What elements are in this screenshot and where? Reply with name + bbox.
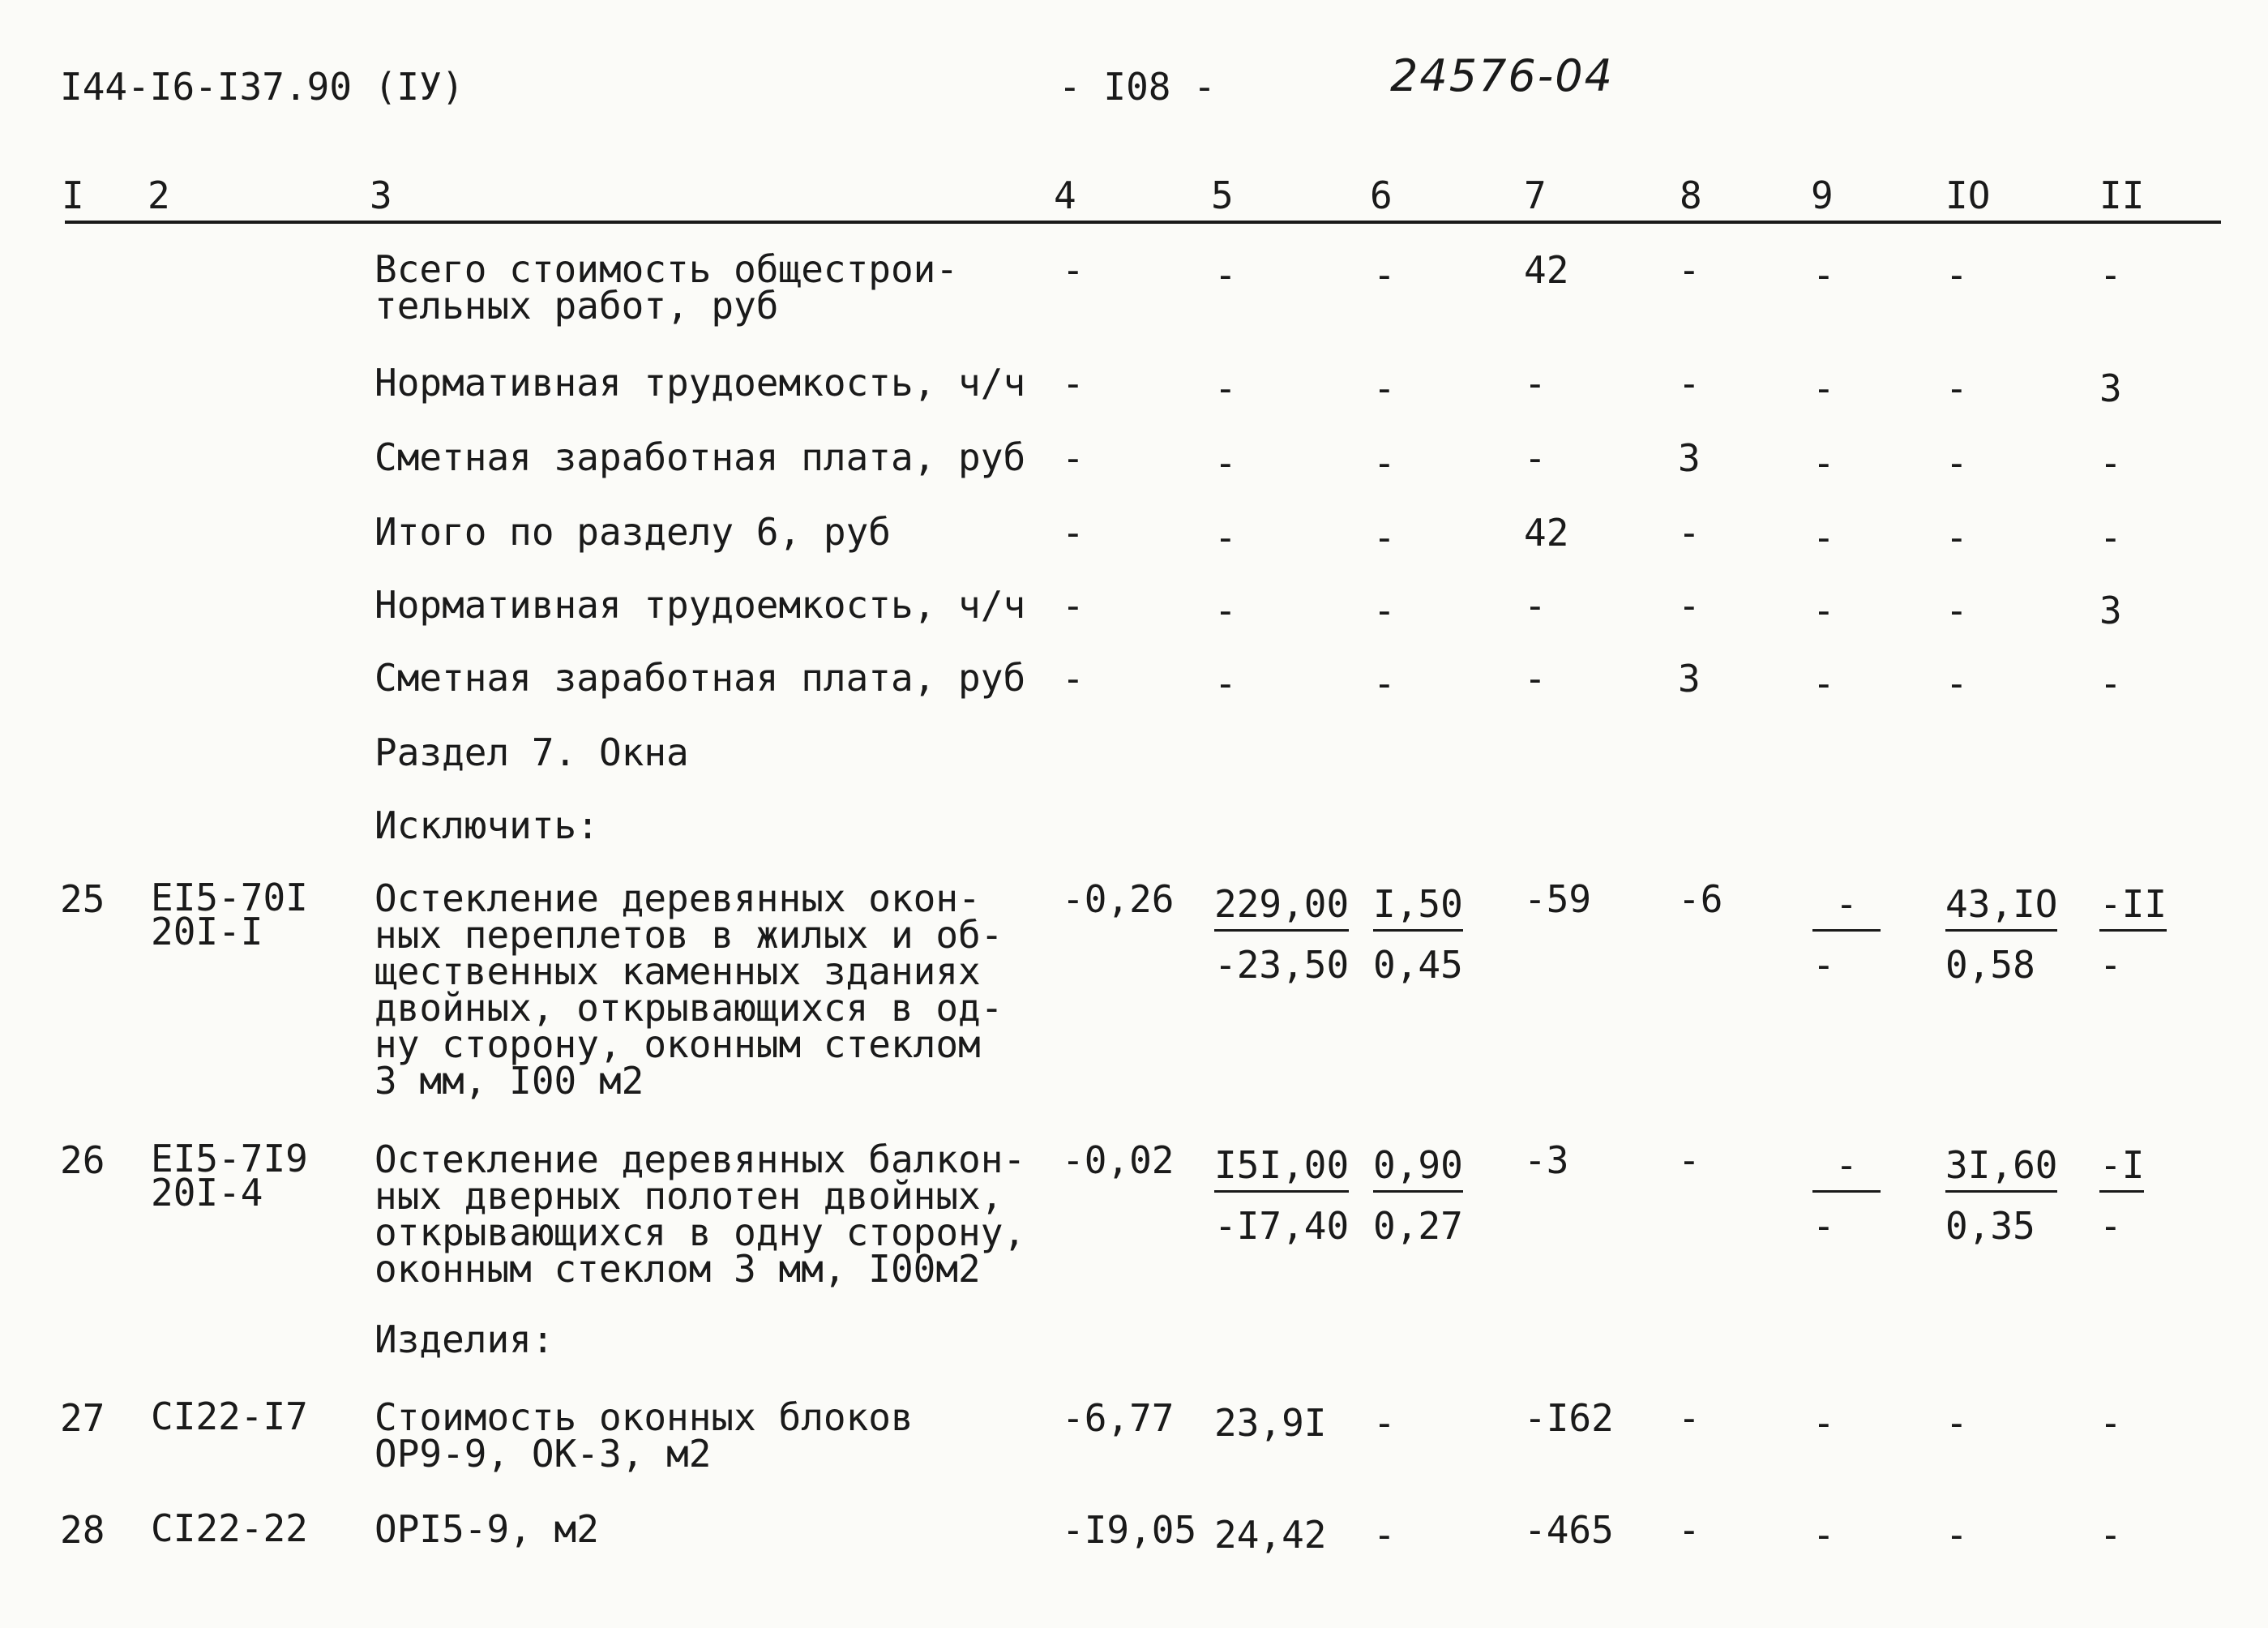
price-code-line: CI22-I7 <box>151 1395 308 1438</box>
cell-col-6-top: - <box>1373 366 1396 410</box>
handwritten-number: 24576-04 <box>1390 50 1614 101</box>
column-header-6: 6 <box>1370 174 1393 217</box>
description-line: щественных каменных зданиях <box>374 949 981 993</box>
cell-col-8: 3 <box>1678 657 1701 700</box>
cell-col-9-top: - <box>1812 441 1835 485</box>
row-number: 25 <box>60 877 105 921</box>
cell-col-10-top: - <box>1945 516 1968 559</box>
cell-col-6 <box>1373 365 1396 449</box>
cell-col-10-top: - <box>1945 662 1968 705</box>
page-number: - I08 - <box>1059 65 1216 109</box>
column-header-7: 7 <box>1524 174 1547 217</box>
description-line: Итого по разделу 6, руб <box>374 510 891 554</box>
cell-col-11 <box>2099 439 2122 524</box>
cell-col-9-bottom: - <box>1812 1204 1835 1248</box>
cell-col-5-top: - <box>1214 366 1237 410</box>
row-number: 26 <box>60 1138 105 1182</box>
cell-col-6 <box>1373 514 1396 598</box>
description-line: Всего стоимость общестрои- <box>374 247 959 291</box>
cell-col-10 <box>1945 587 1968 671</box>
description-line: Раздел 7. Окна <box>374 730 689 774</box>
description-line: Нормативная трудоемкость, ч/ч <box>374 583 1026 627</box>
cell-col-6-top: 0,90 <box>1373 1142 1463 1193</box>
row-description <box>374 247 959 328</box>
cell-col-5-top: - <box>1214 253 1237 297</box>
cell-col-11-bottom: - <box>2099 1204 2122 1248</box>
cell-col-9-top: - <box>1812 1401 1835 1445</box>
cell-col-6 <box>1373 880 1463 988</box>
cell-col-11 <box>2099 514 2122 598</box>
cell-col-4: - <box>1062 511 1085 555</box>
cell-col-6-top: I,50 <box>1373 880 1463 932</box>
column-header-10: IO <box>1945 174 1991 217</box>
cell-col-6-top: - <box>1373 253 1396 297</box>
cell-col-7: - <box>1524 657 1547 700</box>
cell-col-11 <box>2099 1142 2144 1249</box>
cell-col-11 <box>2099 251 2122 336</box>
cell-col-5-top: - <box>1214 589 1237 632</box>
cell-col-11-bottom: - <box>2099 943 2122 987</box>
cell-col-4: - <box>1062 584 1085 628</box>
cell-col-4: - <box>1062 248 1085 292</box>
price-code <box>151 1395 308 1438</box>
price-code-line: EI5-7I9 <box>151 1137 308 1180</box>
cell-col-5-top: 24,42 <box>1214 1513 1327 1557</box>
cell-col-7: -3 <box>1524 1138 1569 1182</box>
description-line: Изделия: <box>374 1317 554 1361</box>
document-code: I44-I6-I37.90 (IУ) <box>60 65 464 109</box>
cell-col-5-top: 229,00 <box>1214 880 1349 932</box>
cell-col-10-top: 3I,60 <box>1945 1142 2057 1193</box>
cell-col-6-top: - <box>1373 662 1396 705</box>
price-code <box>151 1506 308 1550</box>
cell-col-6 <box>1373 660 1396 744</box>
description-line: ных переплетов в жилых и об- <box>374 913 1003 957</box>
cell-col-4: - <box>1062 657 1085 700</box>
cell-col-6 <box>1373 1142 1463 1249</box>
cell-col-8: -6 <box>1678 877 1723 921</box>
description-line: Стоимость оконных блоков <box>374 1395 914 1439</box>
price-code-line: CI22-22 <box>151 1506 308 1550</box>
description-line: Сметная заработная плата, руб <box>374 435 1026 479</box>
cell-col-11-top: - <box>2099 516 2122 559</box>
cell-col-4: -0,02 <box>1062 1138 1175 1182</box>
row-number: 27 <box>60 1396 105 1440</box>
cell-col-5-top: I5I,00 <box>1214 1142 1349 1193</box>
description-line: открывающихся в одну сторону, <box>374 1210 1026 1254</box>
cell-col-10 <box>1945 514 1968 598</box>
cell-col-6-top: - <box>1373 1401 1396 1445</box>
cell-col-6 <box>1373 251 1396 336</box>
cell-col-8: - <box>1678 1138 1701 1182</box>
description-line: ОРI5-9, м2 <box>374 1507 599 1551</box>
cell-col-5-top: - <box>1214 516 1237 559</box>
cell-col-9 <box>1812 514 1835 598</box>
price-code-line: 20I-I <box>151 910 263 953</box>
cell-col-11 <box>2099 1511 2122 1596</box>
column-header-1: I <box>62 174 84 217</box>
row-description <box>374 1507 599 1551</box>
cell-col-9 <box>1812 251 1835 336</box>
cell-col-10 <box>1945 251 1968 336</box>
cell-col-5 <box>1214 660 1237 744</box>
cell-col-6-top: - <box>1373 516 1396 559</box>
column-header-8: 8 <box>1680 174 1702 217</box>
cell-col-9 <box>1812 439 1835 524</box>
cell-col-11 <box>2099 365 2122 449</box>
cell-col-9 <box>1812 1399 1835 1484</box>
cell-col-10-top: - <box>1945 589 1968 632</box>
header-rule <box>65 221 2221 224</box>
row-description <box>374 876 1003 1103</box>
cell-col-5-bottom: -I7,40 <box>1214 1204 1350 1248</box>
cell-col-5 <box>1214 587 1237 671</box>
cell-col-6-top: - <box>1373 1513 1396 1557</box>
cell-col-9-top: - <box>1812 1513 1835 1557</box>
cell-col-7: -I62 <box>1524 1396 1614 1440</box>
cell-col-11-top: -II <box>2099 880 2167 932</box>
cell-col-9-top: - <box>1812 589 1835 632</box>
description-line: двойных, открывающихся в од- <box>374 986 1003 1030</box>
cell-col-8: - <box>1678 1396 1701 1440</box>
cell-col-10 <box>1945 660 1968 744</box>
cell-col-6-bottom: 0,45 <box>1373 943 1463 987</box>
row-description <box>374 361 1026 405</box>
cell-col-4: - <box>1062 362 1085 405</box>
cell-col-5 <box>1214 1142 1349 1249</box>
cell-col-11-top: - <box>2099 253 2122 297</box>
column-header-11: II <box>2099 174 2145 217</box>
cell-col-7: -59 <box>1524 877 1592 921</box>
cell-col-8: - <box>1678 584 1701 628</box>
cell-col-9 <box>1812 660 1835 744</box>
price-code-line: EI5-70I <box>151 876 308 919</box>
cell-col-5 <box>1214 1399 1326 1484</box>
description-line: Остекление деревянных окон- <box>374 876 981 920</box>
cell-col-4: - <box>1062 436 1085 480</box>
description-line: ну сторону, оконным стеклом <box>374 1022 981 1066</box>
cell-col-10-top: - <box>1945 441 1968 485</box>
cell-col-7: - <box>1524 436 1547 480</box>
cell-col-6-top: - <box>1373 441 1396 485</box>
cell-col-4: -0,26 <box>1062 877 1175 921</box>
cell-col-10-top: - <box>1945 1401 1968 1445</box>
cell-col-6 <box>1373 587 1396 671</box>
row-description <box>374 1317 554 1361</box>
cell-col-11-top: - <box>2099 1513 2122 1557</box>
cell-col-5 <box>1214 514 1237 598</box>
cell-col-10-top: - <box>1945 1513 1968 1557</box>
cell-col-7: -465 <box>1524 1508 1614 1552</box>
cell-col-10 <box>1945 1399 1968 1484</box>
cell-col-9-top: - <box>1812 366 1835 410</box>
cell-col-5-top: - <box>1214 662 1237 705</box>
row-number: 28 <box>60 1508 105 1552</box>
cell-col-8: - <box>1678 362 1701 405</box>
cell-col-5-top: 23,9I <box>1214 1401 1327 1445</box>
description-line: Остекление деревянных балкон- <box>374 1137 1026 1181</box>
cell-col-11-top: - <box>2099 441 2122 485</box>
description-line: ных дверных полотен двойных, <box>374 1174 1003 1218</box>
cell-col-10-bottom: 0,58 <box>1945 943 2035 987</box>
cell-col-10 <box>1945 880 2057 988</box>
cell-col-9-top: - <box>1812 880 1881 932</box>
price-code <box>151 876 308 953</box>
column-header-4: 4 <box>1054 174 1076 217</box>
cell-col-5 <box>1214 439 1237 524</box>
cell-col-5-bottom: -23,50 <box>1214 943 1350 987</box>
cell-col-10 <box>1945 1511 1968 1596</box>
cell-col-7: 42 <box>1524 511 1569 555</box>
description-line: Исключить: <box>374 803 599 847</box>
row-description <box>374 730 689 774</box>
cell-col-10-top: - <box>1945 253 1968 297</box>
column-header-5: 5 <box>1211 174 1234 217</box>
cell-col-5 <box>1214 251 1237 336</box>
row-description <box>374 583 1026 627</box>
row-description <box>374 803 599 847</box>
column-header-3: 3 <box>370 174 392 217</box>
cell-col-6 <box>1373 1399 1396 1484</box>
cell-col-11 <box>2099 880 2167 988</box>
cell-col-9 <box>1812 1142 1881 1249</box>
cell-col-6 <box>1373 1511 1396 1596</box>
cell-col-5 <box>1214 1511 1326 1596</box>
cell-col-11 <box>2099 1399 2122 1484</box>
cell-col-8: 3 <box>1678 436 1701 480</box>
cell-col-8: - <box>1678 248 1701 292</box>
cell-col-9-top: - <box>1812 662 1835 705</box>
cell-col-10-top: 43,IO <box>1945 880 2057 932</box>
description-line: тельных работ, руб <box>374 284 779 328</box>
cell-col-9 <box>1812 880 1881 988</box>
cell-col-9 <box>1812 587 1835 671</box>
cell-col-9-bottom: - <box>1812 943 1835 987</box>
cell-col-11-top: 3 <box>2099 589 2122 632</box>
cell-col-6 <box>1373 439 1396 524</box>
cell-col-9-top: - <box>1812 516 1835 559</box>
cell-col-4: -6,77 <box>1062 1396 1175 1440</box>
cell-col-9 <box>1812 1511 1835 1596</box>
cell-col-11 <box>2099 660 2122 744</box>
cell-col-9 <box>1812 365 1835 449</box>
cell-col-10 <box>1945 439 1968 524</box>
row-description <box>374 1395 914 1476</box>
cell-col-5 <box>1214 365 1237 449</box>
row-description <box>374 435 1026 479</box>
description-line: Сметная заработная плата, руб <box>374 656 1026 700</box>
cell-col-6-bottom: 0,27 <box>1373 1204 1463 1248</box>
cell-col-9-top: - <box>1812 253 1835 297</box>
cell-col-7: - <box>1524 362 1547 405</box>
cell-col-11-top: - <box>2099 1401 2122 1445</box>
cell-col-11-top: 3 <box>2099 366 2122 410</box>
description-line: ОР9-9, ОК-3, м2 <box>374 1432 712 1476</box>
row-description <box>374 656 1026 700</box>
cell-col-7: 42 <box>1524 248 1569 292</box>
cell-col-5 <box>1214 880 1349 988</box>
cell-col-11-top: - <box>2099 662 2122 705</box>
description-line: оконным стеклом 3 мм, I00м2 <box>374 1247 981 1291</box>
cell-col-8: - <box>1678 511 1701 555</box>
cell-col-11 <box>2099 587 2122 671</box>
cell-col-6-top: - <box>1373 589 1396 632</box>
price-code <box>151 1137 308 1215</box>
description-line: 3 мм, I00 м2 <box>374 1059 644 1103</box>
cell-col-9-top: - <box>1812 1142 1881 1193</box>
row-description <box>374 1137 1026 1291</box>
cell-col-4: -I9,05 <box>1062 1508 1197 1552</box>
cell-col-10 <box>1945 1142 2057 1249</box>
column-header-9: 9 <box>1811 174 1834 217</box>
row-description <box>374 510 891 554</box>
cell-col-11-top: -I <box>2099 1142 2144 1193</box>
column-header-2: 2 <box>148 174 170 217</box>
description-line: Нормативная трудоемкость, ч/ч <box>374 361 1026 405</box>
cell-col-10 <box>1945 365 1968 449</box>
cell-col-10-bottom: 0,35 <box>1945 1204 2035 1248</box>
cell-col-5-top: - <box>1214 441 1237 485</box>
cell-col-8: - <box>1678 1508 1701 1552</box>
cell-col-7: - <box>1524 584 1547 628</box>
cell-col-10-top: - <box>1945 366 1968 410</box>
price-code-line: 20I-4 <box>151 1171 263 1215</box>
